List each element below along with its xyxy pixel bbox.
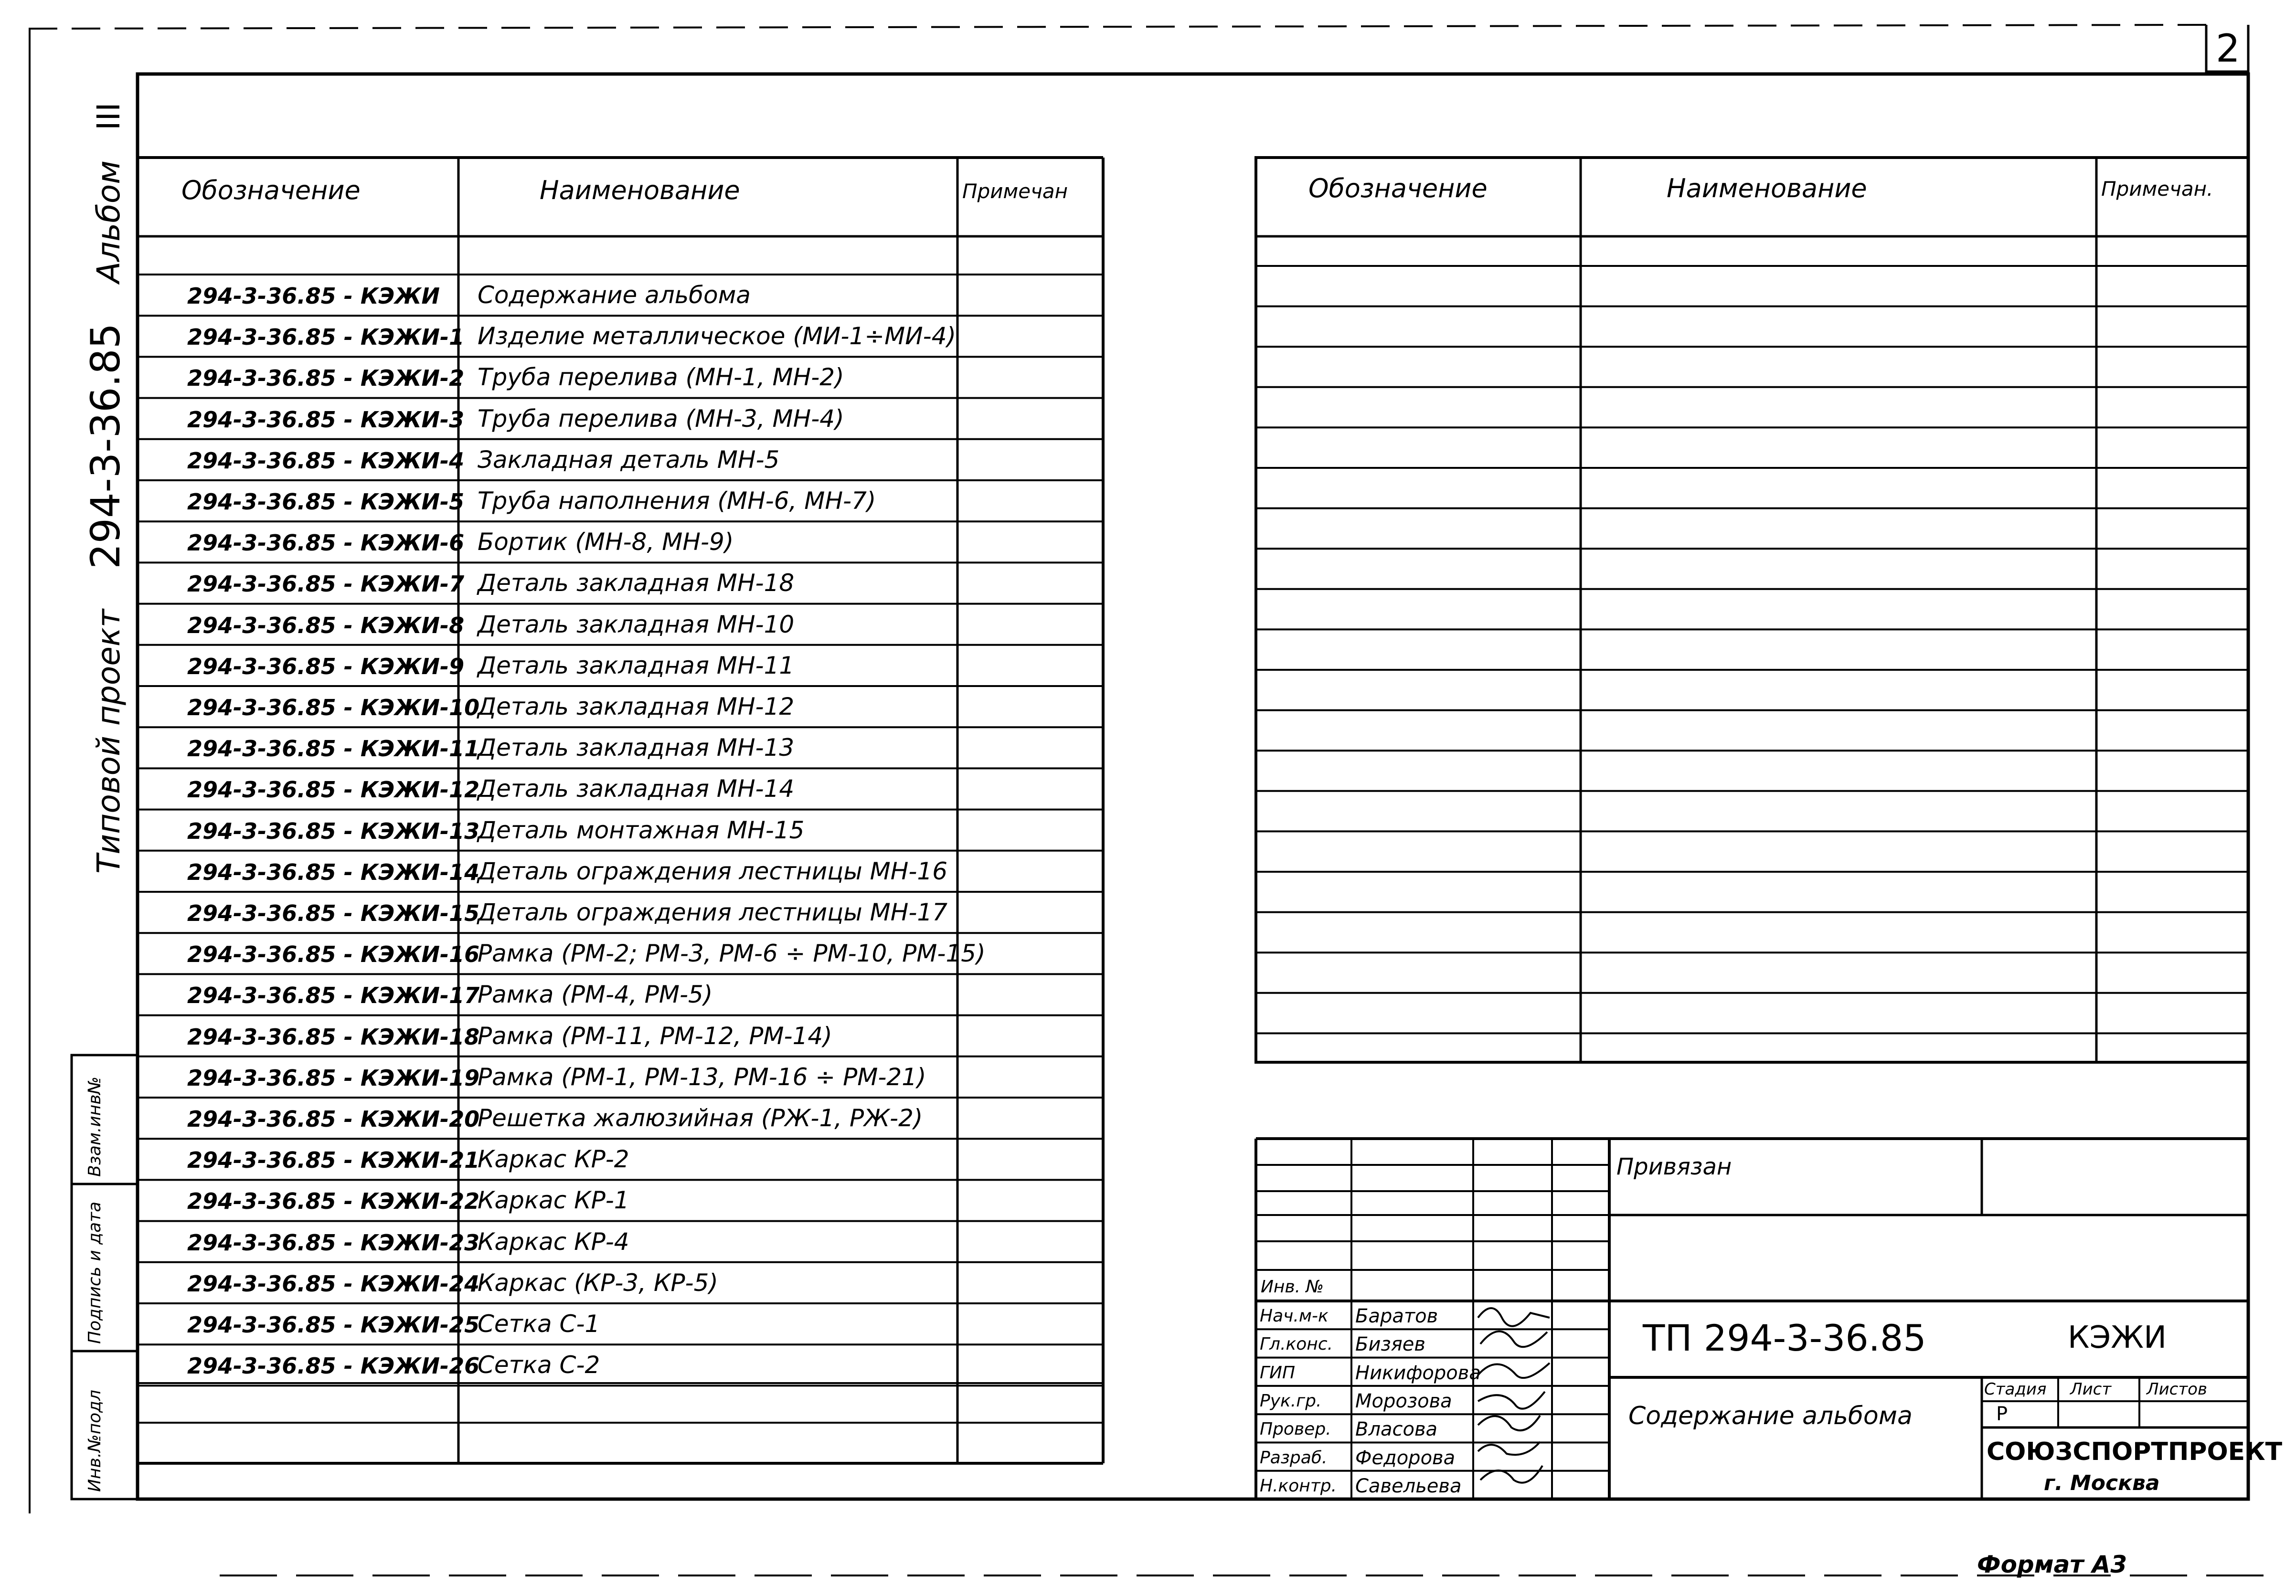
row-name: Сетка С-2	[478, 1351, 600, 1379]
row-code: 294-3-36.85 - КЭЖИ-17	[187, 983, 480, 1009]
privyazan-label: Привязан	[1616, 1153, 1732, 1180]
approval-role: Н.контр.	[1260, 1476, 1337, 1496]
row-code: 294-3-36.85 - КЭЖИ-6	[187, 530, 465, 556]
row-code: 294-3-36.85 - КЭЖИ-23	[187, 1229, 480, 1256]
row-name: Сетка С-1	[478, 1310, 600, 1338]
row-name: Каркас КР-1	[478, 1186, 629, 1215]
right-header-note: Примечан.	[2101, 177, 2213, 201]
approval-role: Разраб.	[1260, 1448, 1328, 1468]
approval-name: Бизяев	[1355, 1333, 1425, 1356]
row-name: Содержание альбома	[478, 281, 751, 309]
row-name: Рамка (РМ-2; РМ-3, РМ-6 ÷ РМ-10, РМ-15)	[478, 940, 986, 968]
side-label-replace: Взам.инв№	[85, 1076, 105, 1177]
row-code: 294-3-36.85 - КЭЖИ-24	[187, 1270, 480, 1297]
row-code: 294-3-36.85 - КЭЖИ-7	[187, 571, 465, 597]
row-name: Каркас КР-4	[478, 1227, 629, 1256]
organization: СОЮЗСПОРТПРОЕКТ	[1987, 1437, 2283, 1466]
row-name: Бортик (МН-8, МН-9)	[478, 528, 734, 556]
right-header-name: Наименование	[1667, 173, 1867, 203]
row-name: Деталь закладная МН-18	[478, 569, 795, 597]
approval-role: Провер.	[1260, 1419, 1331, 1439]
left-header-name: Наименование	[540, 175, 740, 205]
approval-name: Власова	[1355, 1418, 1438, 1441]
sheets-label: Листов	[2147, 1380, 2208, 1399]
row-code: 294-3-36.85 - КЭЖИ-9	[187, 653, 465, 679]
row-name: Каркас (КР-3, КР-5)	[478, 1268, 718, 1297]
row-name: Деталь закладная МН-14	[478, 775, 795, 803]
row-name: Закладная деталь МН-5	[478, 445, 780, 474]
stage-value: Р	[1996, 1403, 2008, 1425]
row-code: 294-3-36.85 - КЭЖИ-13	[187, 818, 480, 844]
side-caption-type: Типовой проект	[90, 609, 127, 874]
document-title: Содержание альбома	[1628, 1402, 1913, 1430]
paper-format: Формат А3	[1977, 1551, 2127, 1578]
row-name: Деталь закладная МН-13	[478, 734, 795, 762]
row-code: 294-3-36.85 - КЭЖИ-5	[187, 489, 465, 515]
organization-city: г. Москва	[2044, 1471, 2160, 1495]
row-name: Рамка (РМ-11, РМ-12, РМ-14)	[478, 1022, 832, 1050]
side-caption-project: 294-3-36.85	[82, 323, 129, 569]
approval-role: ГИП	[1260, 1363, 1296, 1383]
row-name: Рамка (РМ-4, РМ-5)	[478, 981, 713, 1009]
approval-name: Савельева	[1355, 1475, 1462, 1497]
row-name: Деталь ограждения лестницы МН-17	[478, 898, 948, 926]
row-code: 294-3-36.85 - КЭЖИ-26	[187, 1353, 480, 1379]
side-caption-album-label: Альбом	[90, 160, 127, 284]
row-code: 294-3-36.85 - КЭЖИ-3	[187, 406, 465, 433]
approval-name: Никифорова	[1355, 1362, 1481, 1384]
row-code: 294-3-36.85 - КЭЖИ-8	[187, 612, 465, 638]
side-caption-album-number: III	[90, 102, 127, 130]
signatures	[1478, 1308, 1550, 1483]
row-code: 294-3-36.85 - КЭЖИ-10	[187, 695, 480, 720]
row-code: 294-3-36.85 - КЭЖИ-1	[187, 324, 465, 350]
sheet-number: 2	[2216, 26, 2240, 71]
row-code: 294-3-36.85 - КЭЖИ-15	[187, 900, 480, 926]
row-code: 294-3-36.85 - КЭЖИ-16	[187, 941, 480, 968]
right-header-designation: Обозначение	[1308, 173, 1488, 203]
row-code: 294-3-36.85 - КЭЖИ-12	[187, 777, 480, 803]
row-code: 294-3-36.85 - КЭЖИ-19	[187, 1065, 480, 1091]
row-name: Изделие металлическое (МИ-1÷МИ-4)	[478, 322, 957, 350]
row-code: 294-3-36.85 - КЭЖИ-25	[187, 1312, 480, 1338]
row-name: Деталь закладная МН-10	[478, 610, 795, 638]
row-name: Рамка (РМ-1, РМ-13, РМ-16 ÷ РМ-21)	[478, 1063, 926, 1091]
row-name: Деталь закладная МН-12	[478, 693, 795, 720]
side-label-inv: Инв.№подл	[85, 1389, 105, 1492]
row-code: 294-3-36.85 - КЭЖИ-18	[187, 1024, 480, 1050]
row-name: Каркас КР-2	[478, 1145, 629, 1173]
row-name: Труба перелива (МН-1, МН-2)	[478, 363, 844, 391]
row-name: Труба наполнения (МН-6, МН-7)	[478, 487, 876, 515]
document-code: ТП 294-3-36.85	[1643, 1317, 1926, 1359]
row-code: 294-3-36.85 - КЭЖИ-21	[187, 1147, 480, 1173]
side-label-signature: Подпись и дата	[85, 1201, 105, 1344]
row-name: Деталь ограждения лестницы МН-16	[478, 857, 948, 885]
approval-name: Морозова	[1355, 1390, 1452, 1412]
stage-label: Стадия	[1984, 1380, 2047, 1399]
row-code: 294-3-36.85 - КЭЖИ-14	[187, 859, 480, 885]
row-name: Деталь закладная МН-11	[478, 651, 795, 679]
row-code: 294-3-36.85 - КЭЖИ-4	[187, 447, 465, 474]
row-code: 294-3-36.85 - КЭЖИ-22	[187, 1188, 480, 1215]
left-header-designation: Обозначение	[181, 175, 361, 205]
row-name: Труба перелива (МН-3, МН-4)	[478, 404, 844, 433]
document-mark: КЭЖИ	[2068, 1320, 2167, 1355]
approval-role: Гл.конс.	[1260, 1334, 1333, 1354]
row-code: 294-3-36.85 - КЭЖИ-20	[187, 1106, 480, 1132]
row-name: Деталь монтажная МН-15	[478, 816, 805, 844]
approval-name: Баратов	[1355, 1305, 1438, 1327]
sheet-label: Лист	[2070, 1380, 2112, 1399]
inv-no-label: Инв. №	[1261, 1277, 1324, 1297]
row-code: 294-3-36.85 - КЭЖИ	[187, 283, 440, 309]
approval-name: Федорова	[1355, 1447, 1456, 1469]
row-code: 294-3-36.85 - КЭЖИ-11	[187, 736, 480, 762]
approval-role: Нач.м-к	[1260, 1306, 1329, 1326]
row-code: 294-3-36.85 - КЭЖИ-2	[187, 365, 465, 391]
side-caption	[82, 103, 129, 874]
left-header-note: Примечан	[962, 180, 1068, 203]
approval-role: Рук.гр.	[1260, 1391, 1322, 1411]
row-name: Решетка жалюзийная (РЖ-1, РЖ-2)	[478, 1104, 923, 1132]
